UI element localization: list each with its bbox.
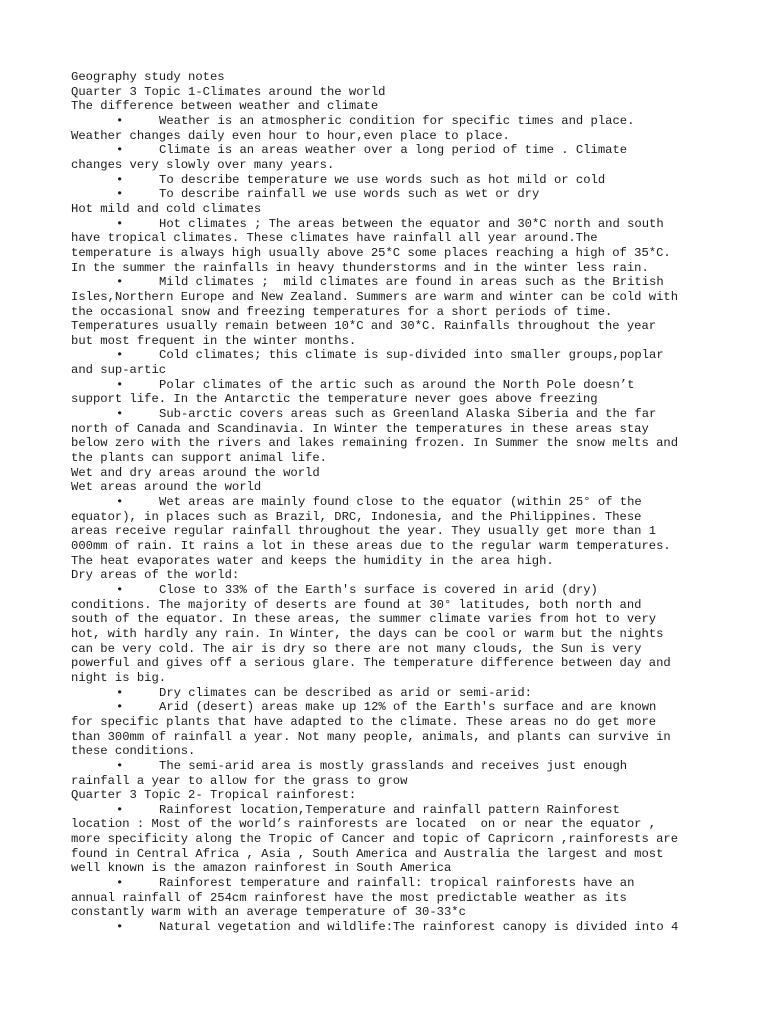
- bullet-text: Rainforest location,Temperature and rainfall pattern Rainforest: [159, 802, 620, 817]
- bullet-marker: •: [116, 920, 124, 935]
- text-line: the occasional snow and freezing temperatures for a short periods of time.: [71, 304, 613, 319]
- text-line: The difference between weather and climate: [71, 99, 379, 114]
- text-line: below zero with the rivers and lakes remaining frozen. In Summer the snow melts and: [71, 436, 679, 451]
- bullet-marker: •: [116, 685, 124, 700]
- bullet-marker: •: [116, 495, 124, 510]
- bullet-text: Sub-arctic covers areas such as Greenland Alaska Siberia and the far: [159, 407, 657, 422]
- bullet-marker: •: [116, 407, 124, 422]
- bullet-marker: •: [116, 172, 124, 187]
- text-line: Wet and dry areas around the world: [71, 465, 320, 480]
- bullet-line: [71, 920, 711, 935]
- document-page: [71, 70, 711, 935]
- text-line: constantly warm with an average temperature of 30-33*c: [71, 905, 466, 920]
- bullet-line: [71, 759, 711, 774]
- bullet-line: [71, 700, 711, 715]
- text-line: Quarter 3 Topic 2- Tropical rainforest:: [71, 788, 357, 803]
- text-line: changes very slowly over many years.: [71, 157, 335, 172]
- bullet-text: Close to 33% of the Earth's surface is covered in arid (dry): [159, 582, 598, 597]
- bullet-line: [71, 143, 711, 158]
- text-line: Quarter 3 Topic 1-Climates around the world: [71, 84, 386, 99]
- bullet-text: Arid (desert) areas make up 12% of the Earth's surface and are known: [159, 700, 657, 715]
- bullet-text: Mild climates ; mild climates are found in areas such as the British: [159, 275, 664, 290]
- bullet-line: [71, 876, 711, 891]
- bullet-marker: •: [116, 348, 124, 363]
- bullet-line: [71, 114, 711, 129]
- bullet-marker: •: [116, 113, 124, 128]
- text-line: The heat evaporates water and keeps the humidity in the area high.: [71, 553, 554, 568]
- text-line: have tropical climates. These climates have rainfall all year around.The: [71, 231, 598, 246]
- text-line: more specificity along the Tropic of Cancer and topic of Capricorn ,rainforests are: [71, 832, 679, 847]
- bullet-line: [71, 348, 711, 363]
- bullet-line: [71, 187, 711, 202]
- text-line: hot, with hardly any rain. In Winter, the days can be cool or warm but the nights: [71, 626, 664, 641]
- bullet-text: The semi-arid area is mostly grasslands and receives just enough: [159, 758, 628, 773]
- bullet-marker: •: [116, 700, 124, 715]
- text-line: night is big.: [71, 670, 167, 685]
- text-line: annual rainfall of 254cm rainforest have the most predictable weather as its: [71, 890, 627, 905]
- bullet-text: Wet areas are mainly found close to the equator (within 25° of the: [159, 495, 642, 510]
- text-line: Weather changes daily even hour to hour,even place to place.: [71, 128, 510, 143]
- text-line: Dry areas of the world:: [71, 568, 240, 583]
- text-line: areas receive regular rainfall throughout the year. They usually get more than 1: [71, 524, 657, 539]
- text-line: south of the equator. In these areas, the summer climate varies from hot to very: [71, 612, 657, 627]
- bullet-marker: •: [116, 143, 124, 158]
- bullet-marker: •: [116, 377, 124, 392]
- bullet-marker: •: [116, 802, 124, 817]
- text-line: north of Canada and Scandinavia. In Winter the temperatures in these areas stay: [71, 421, 649, 436]
- text-line: equator), in places such as Brazil, DRC, Indonesia, and the Philippines. These: [71, 509, 642, 524]
- text-line: the plants can support animal life.: [71, 451, 327, 466]
- bullet-text: Hot climates ; The areas between the equator and 30*C north and south: [159, 216, 664, 231]
- bullet-text: Rainforest temperature and rainfall: tropical rainforests have an: [159, 876, 635, 891]
- bullet-marker: •: [116, 187, 124, 202]
- bullet-marker: •: [116, 216, 124, 231]
- bullet-text: Natural vegetation and wildlife:The rainforest canopy is divided into 4: [159, 920, 679, 935]
- text-line: Wet areas around the world: [71, 480, 262, 495]
- bullet-text: Polar climates of the artic such as around the North Pole doesn’t: [159, 377, 635, 392]
- bullet-marker: •: [116, 876, 124, 891]
- bullet-text: Climate is an areas weather over a long period of time . Climate: [159, 143, 628, 158]
- text-line: found in Central Africa , Asia , South America and Australia the largest and most: [71, 846, 664, 861]
- text-line: than 300mm of rainfall a year. Not many people, animals, and plants can survive in: [71, 729, 671, 744]
- bullet-line: [71, 583, 711, 598]
- bullet-line: [71, 407, 711, 422]
- text-line: well known is the amazon rainforest in South America: [71, 861, 452, 876]
- bullet-line: [71, 495, 711, 510]
- bullet-line: [71, 173, 711, 188]
- text-line: In the summer the rainfalls in heavy thunderstorms and in the winter less rain.: [71, 260, 649, 275]
- text-line: Temperatures usually remain between 10*C and 30*C. Rainfalls throughout the year: [71, 319, 657, 334]
- bullet-text: Dry climates can be described as arid or semi-arid:: [159, 685, 532, 700]
- bullet-text: To describe rainfall we use words such as wet or dry: [159, 187, 540, 202]
- text-line: Isles,Northern Europe and New Zealand. Summers are warm and winter can be cold with: [71, 289, 679, 304]
- text-line: conditions. The majority of deserts are found at 30° latitudes, both north and: [71, 597, 642, 612]
- bullet-line: [71, 686, 711, 701]
- text-line: 000mm of rain. It rains a lot in these areas due to the regular warm temperatures.: [71, 539, 671, 553]
- bullet-line: [71, 275, 711, 290]
- text-line: and sup-artic: [71, 363, 167, 378]
- text-line: Geography study notes: [71, 70, 225, 84]
- text-line: rainfall a year to allow for the grass to grow: [71, 773, 408, 788]
- text-line: can be very cold. The air is dry so there are not many clouds, the Sun is very: [71, 641, 642, 656]
- text-line: but most frequent in the winter months.: [71, 333, 357, 348]
- bullet-text: Weather is an atmospheric condition for specific times and place.: [159, 113, 635, 128]
- text-line: location : Most of the world’s rainforests are located on or near the equator ,: [71, 817, 657, 832]
- bullet-marker: •: [116, 758, 124, 773]
- bullet-text: To describe temperature we use words such as hot mild or cold: [159, 172, 606, 187]
- bullet-text: Cold climates; this climate is sup-divided into smaller groups,poplar: [159, 348, 664, 363]
- bullet-marker: •: [116, 582, 124, 597]
- bullet-marker: •: [116, 275, 124, 290]
- bullet-line: [71, 378, 711, 393]
- bullet-line: [71, 217, 711, 232]
- bullet-line: [71, 803, 711, 818]
- text-line: Hot mild and cold climates: [71, 201, 262, 216]
- text-line: powerful and gives off a serious glare. The temperature difference between day and: [71, 656, 671, 671]
- text-line: support life. In the Antarctic the temperature never goes above freezing: [71, 392, 598, 407]
- text-line: for specific plants that have adapted to the climate. These areas no do get more: [71, 714, 657, 729]
- text-line: temperature is always high usually above 25*C some places reaching a high of 35*C.: [71, 245, 671, 260]
- text-line: these conditions.: [71, 744, 196, 759]
